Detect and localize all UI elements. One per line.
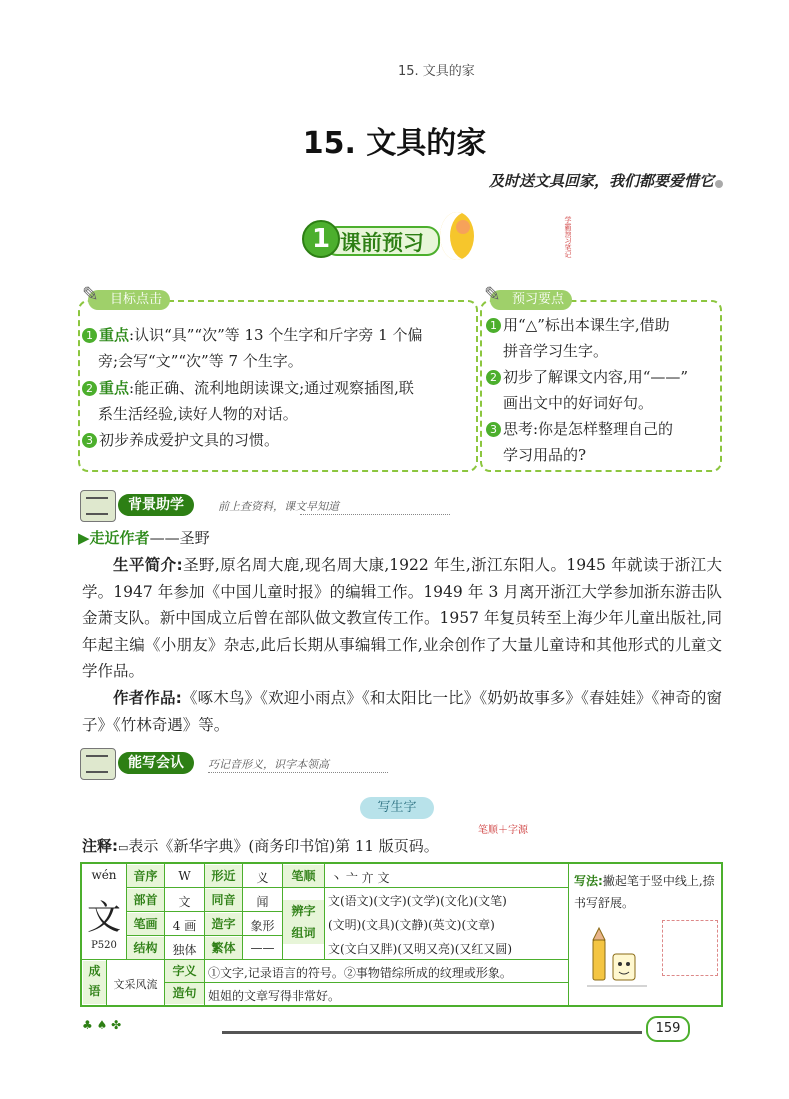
side-note: 学霸预习笔记 xyxy=(564,216,572,258)
dictionary-page: P520 xyxy=(91,940,117,951)
goal-text: 初步养成爱护文具的习惯。 xyxy=(99,431,280,449)
running-header: 15. 文具的家 xyxy=(398,64,475,79)
idiom: 文采风流 xyxy=(113,978,158,991)
goal-line-2: 旁;会写“文”“次”等 7 个生字。 xyxy=(98,352,303,370)
tip-line-5 xyxy=(486,418,673,439)
preview-banner xyxy=(300,216,470,262)
note-label: 注释: xyxy=(82,837,118,855)
label-stroke-order: 笔顺 xyxy=(283,865,324,887)
child-icon xyxy=(456,220,470,234)
pinyin: wén xyxy=(91,868,117,882)
write-handwriting: 巧记音形义，识字本领高 xyxy=(208,758,329,771)
grid-line xyxy=(126,887,568,888)
label-phonetic-order: 音序 xyxy=(127,865,164,887)
author-name: ——圣野 xyxy=(149,529,210,547)
stroke-source-note: 笔顺＋字源 xyxy=(478,825,528,836)
book-icon xyxy=(80,490,116,522)
tip-text: 初步了解课文内容,用“——” xyxy=(503,368,689,386)
bio-text: 圣野,原名周大鹿,现名周大康,1922 年生,浙江东阳人。1945 年就读于浙江大学。1947 年参加《中国儿童时报》的编辑工作。1949 年 3 月离开浙江大学参加浙东游击队金萧支队。新中国成立后曾在部队做文教宣传工作。1957 年复员转至上海少年儿童出版社,同年起主编《小朋友》杂志,此后长期从事编辑工作,业余创作了大量儿童诗和其他形式的儿童文学作品。 xyxy=(82,556,722,680)
phonetic-order: W xyxy=(178,869,191,883)
label-words: 辨字组词 xyxy=(283,900,324,944)
tip-line-4: 画出文中的好词好句。 xyxy=(503,394,654,412)
tip-text: 思考:你是怎样整理自己的 xyxy=(503,420,674,438)
label-structure: 结构 xyxy=(127,937,164,959)
label-homophone: 同音 xyxy=(205,889,242,911)
background-label: 背景助学 xyxy=(118,494,194,516)
background-handwriting: 前上查资料，课文早知道 xyxy=(218,500,339,513)
goal-text: :认识“具”“次”等 13 个生字和斤字旁 1 个偏 xyxy=(129,326,423,344)
write-section-header xyxy=(80,752,640,776)
writing-grid xyxy=(662,920,718,976)
works-label: 作者作品: xyxy=(113,689,182,707)
slogan: 及时送文具回家，我们都要爱惜它 xyxy=(488,172,714,190)
dict-icon: ▭ xyxy=(118,841,129,854)
background-section-header xyxy=(80,494,640,518)
note-text: 表示《新华字典》(商务印书馆)第 11 版页码。 xyxy=(128,837,439,855)
grid-line xyxy=(324,864,325,959)
label-near-form: 形近 xyxy=(205,865,242,887)
page-number: 159 xyxy=(646,1016,690,1042)
tip-line-1 xyxy=(486,314,670,335)
strokes: 4 画 xyxy=(172,919,197,933)
bullet-1: 1 xyxy=(82,328,97,343)
pencil-icon: ✎ xyxy=(82,282,99,306)
pencil-icon: ✎ xyxy=(484,282,501,306)
formation: 象形 xyxy=(250,919,275,933)
traditional: —— xyxy=(250,941,275,955)
main-character: 文 xyxy=(87,898,121,938)
words-line-3: 文(文白又胖)(又明又亮)(又红又圆) xyxy=(328,942,513,956)
author-head: 走近作者 xyxy=(89,529,150,547)
tip-line-2: 拼音学习生字。 xyxy=(503,342,609,360)
bullet-2: 2 xyxy=(486,370,501,385)
annotation-note xyxy=(82,835,439,856)
slogan-dot xyxy=(715,180,723,188)
tip-label: 写法: xyxy=(574,874,603,888)
writing-tip xyxy=(574,870,716,914)
structure: 独体 xyxy=(172,943,197,957)
works-paragraph xyxy=(82,685,722,738)
bullet-1: 1 xyxy=(486,318,501,333)
dotted-rule xyxy=(300,514,450,515)
play-icon: ▶ xyxy=(78,529,90,547)
label-idiom: 成语 xyxy=(83,961,106,1004)
moon-icon xyxy=(440,212,474,260)
goal-line-4: 系生活经验,读好人物的对话。 xyxy=(98,405,298,423)
radical: 文 xyxy=(178,895,191,909)
page-title: 15. 文具的家 xyxy=(302,126,487,161)
author-heading xyxy=(78,527,210,548)
label-strokes: 笔画 xyxy=(127,913,164,935)
label-sentence: 造句 xyxy=(165,983,204,1004)
grid-line xyxy=(164,982,568,983)
write-label: 能写会认 xyxy=(118,752,194,774)
dotted-rule xyxy=(208,772,388,773)
grid-line xyxy=(82,959,568,960)
stroke-order: 丶 亠 亣 文 xyxy=(330,871,390,885)
bio-label: 生平简介: xyxy=(113,556,183,574)
meaning: ①文字,记录语言的符号。②事物错综所成的纹理或形象。 xyxy=(208,966,512,980)
bio-paragraph xyxy=(82,552,722,685)
pencil-cartoon-icon xyxy=(587,926,647,992)
goals-tag xyxy=(82,282,170,310)
near-form: 义 xyxy=(256,871,269,885)
tips-tag xyxy=(484,282,572,310)
label-radical: 部首 xyxy=(127,889,164,911)
footer-rule xyxy=(222,1031,642,1034)
words-line-2: (文明)(文具)(文静)(英文)(文章) xyxy=(328,918,495,932)
goal-text: :能正确、流利地朗读课文;通过观察插图,联 xyxy=(129,379,414,397)
grid-line xyxy=(568,864,569,1005)
goal-key: 重点 xyxy=(99,326,130,344)
homophone: 闻 xyxy=(256,895,269,909)
works-text: 《啄木鸟》《欢迎小雨点》《和太阳比一比》《奶奶故事多》《春娃娃》《神奇的窗子》《竹林奇遇》等。 xyxy=(82,689,722,734)
goal-line-1 xyxy=(82,324,422,345)
goal-key: 重点 xyxy=(99,379,130,397)
goal-line-5 xyxy=(82,429,279,450)
goals-tag-label: 目标点击 xyxy=(110,292,163,307)
bullet-2: 2 xyxy=(82,381,97,396)
preview-number-badge: 1 xyxy=(302,220,340,258)
label-meaning: 字义 xyxy=(165,960,204,982)
tip-text: 撇起笔于竖中线上,捺书写舒展。 xyxy=(574,874,715,910)
tips-tag-label: 预习要点 xyxy=(512,292,565,307)
label-traditional: 繁体 xyxy=(205,937,242,959)
bullet-3: 3 xyxy=(486,422,501,437)
footer-windmill-icon: ♣ ♠ ✤ xyxy=(82,1018,122,1032)
tip-line-6: 学习用品的? xyxy=(503,446,587,464)
label-formation: 造字 xyxy=(205,913,242,935)
sentence: 姐姐的文章写得非常好。 xyxy=(208,989,341,1003)
tip-line-3 xyxy=(486,366,688,387)
tip-text: 用“△”标出本课生字,借助 xyxy=(503,316,670,334)
character-table xyxy=(80,862,723,1007)
words-line-1: 文(语文)(文字)(文学)(文化)(文笔) xyxy=(328,894,507,908)
write-characters-pill: 写生字 xyxy=(360,797,434,819)
book-icon xyxy=(80,748,116,780)
preview-banner-label: 课前预习 xyxy=(340,231,424,255)
goal-line-3 xyxy=(82,377,414,398)
bullet-3: 3 xyxy=(82,433,97,448)
